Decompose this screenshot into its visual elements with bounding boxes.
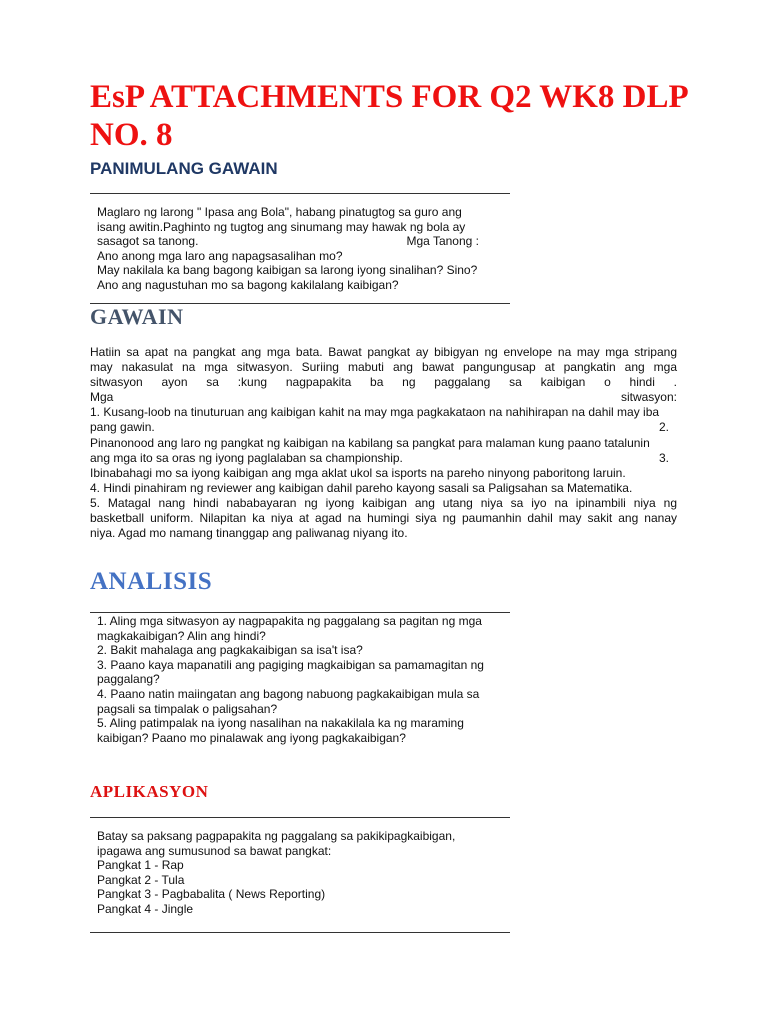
body-line (97, 234, 503, 249)
body-line (90, 420, 677, 435)
page-title: EsP ATTACHMENTS FOR Q2 WK8 DLP NO. 8 (90, 79, 687, 153)
sitwasyon-label: sitwasyon: (620, 390, 677, 405)
questions-label: Mga Tanong : (406, 234, 479, 249)
analisis-body (97, 614, 503, 745)
situation-item: Pinanonood ang laro ng pangkat ng kaibigan na kabilang sa pangkat para malaman kung paano tatalunin (90, 435, 650, 450)
situation-item-cont: niya. Agad mo namang tinanggap ang paliwanag niyang ito. (90, 526, 408, 541)
situation-number: 3. (658, 450, 669, 465)
analisis-question: 5. Aling patimpalak na iyong nasalihan na nakakilala ka ng maraming (97, 716, 464, 731)
analisis-question: 3. Paano kaya mapanatili ang pagiging magkaibigan sa pamamagitan ng (97, 657, 484, 672)
situation-item: 4. Hindi pinahiram ng reviewer ang kaibigan dahil pareho kayong sasali sa Paligsahan sa Matematika. (90, 480, 633, 495)
situation-item-cont: pang gawin. (90, 420, 155, 435)
body-line: sitwasyon ayon sa :kung nagpapakita ba ng paggalang sa kaibigan o hindi . (90, 375, 677, 390)
question-item: Ano ang nagustuhan mo sa bagong kakilalang kaibigan? (97, 277, 399, 292)
analisis-heading: ANALISIS (90, 568, 213, 595)
body-line: Maglaro ng larong " Ipasa ang Bola", habang pinatugtog sa guro ang (97, 205, 462, 219)
pangkat-item: Pangkat 4 - Jingle (97, 901, 194, 916)
analisis-question: 4. Paano natin maiingatan ang bagong nabuong pagkakaibigan mula sa (97, 686, 480, 701)
body-line: may nakasulat na mga sitwasyon. Suriing mabuti ang bawat pangungusap at pangkatin ang mga (90, 360, 677, 375)
analisis-question: magkakaibigan? Alin ang hindi? (97, 628, 266, 643)
gawain-body (90, 345, 677, 541)
analisis-question: paggalang? (97, 672, 160, 687)
aplikasyon-line: ipagawa ang sumusunod sa bawat pangkat: (97, 843, 332, 858)
question-item: Ano anong mga laro ang napagsasalihan mo? (97, 248, 343, 263)
question-item: May nakilala ka bang bagong kaibigan sa larong iyong sinalihan? Sino? (97, 263, 478, 278)
mga-label: Mga (90, 390, 114, 405)
aplikasyon-body (97, 829, 503, 917)
divider (90, 193, 510, 194)
panimulang-gawain-heading: PANIMULANG GAWAIN (90, 159, 278, 178)
divider (90, 932, 510, 933)
situation-item: 5. Matagal nang hindi nababayaran ng iyong kaibigan ang utang niya sa iyo na ipinambili niya ng (90, 495, 677, 510)
analisis-question: kaibigan? Paano mo pinalawak ang iyong pagkakaibigan? (97, 730, 406, 745)
situation-item-cont: basketball uniform. Nilapitan ka niya at agad na humingi siya ng paumanhin dahil may sakit ang nanay (90, 511, 677, 526)
aplikasyon-heading: APLIKASYON (90, 782, 209, 801)
pangkat-item: Pangkat 3 - Pagbabalita ( News Reporting) (97, 887, 326, 902)
situation-item: 1. Kusang-loob na tinuturuan ang kaibigan kahit na may mga pagkakataon na nahihirapan na dahil may iba (90, 405, 660, 420)
gawain-heading: GAWAIN (90, 304, 184, 329)
analisis-question: 2. Bakit mahalaga ang pagkakaibigan sa isa't isa? (97, 643, 363, 658)
divider (90, 612, 510, 613)
pangkat-item: Pangkat 2 - Tula (97, 872, 185, 887)
pangkat-item: Pangkat 1 - Rap (97, 858, 184, 873)
body-line (90, 451, 677, 466)
body-line-left: sasagot sa tanong. (97, 234, 199, 249)
body-line: Hatiin sa apat na pangkat ang mga bata. Bawat pangkat ay bibigyan ng envelope na may mga stripang (90, 345, 677, 359)
aplikasyon-line: Batay sa paksang pagpapakita ng paggalang sa pakikipagkaibigan, (97, 829, 456, 843)
analisis-question: pagsali sa timpalak o paligsahan? (97, 701, 278, 716)
situation-item: Ibinabahagi mo sa iyong kaibigan ang mga aklat ukol sa isports na pareho ninyong paboritong laruin. (90, 465, 626, 480)
body-line (90, 390, 677, 405)
situation-item-cont: ang mga ito sa oras ng iyong paglalaban sa championship. (90, 450, 403, 465)
body-line: isang awitin.Paghinto ng tugtog ang sinumang may hawak ng bola ay (97, 219, 466, 234)
divider (90, 817, 510, 818)
analisis-question: 1. Aling mga sitwasyon ay nagpapakita ng paggalang sa pagitan ng mga (97, 614, 482, 628)
panimulang-gawain-body (97, 205, 503, 293)
situation-number: 2. (658, 420, 669, 435)
